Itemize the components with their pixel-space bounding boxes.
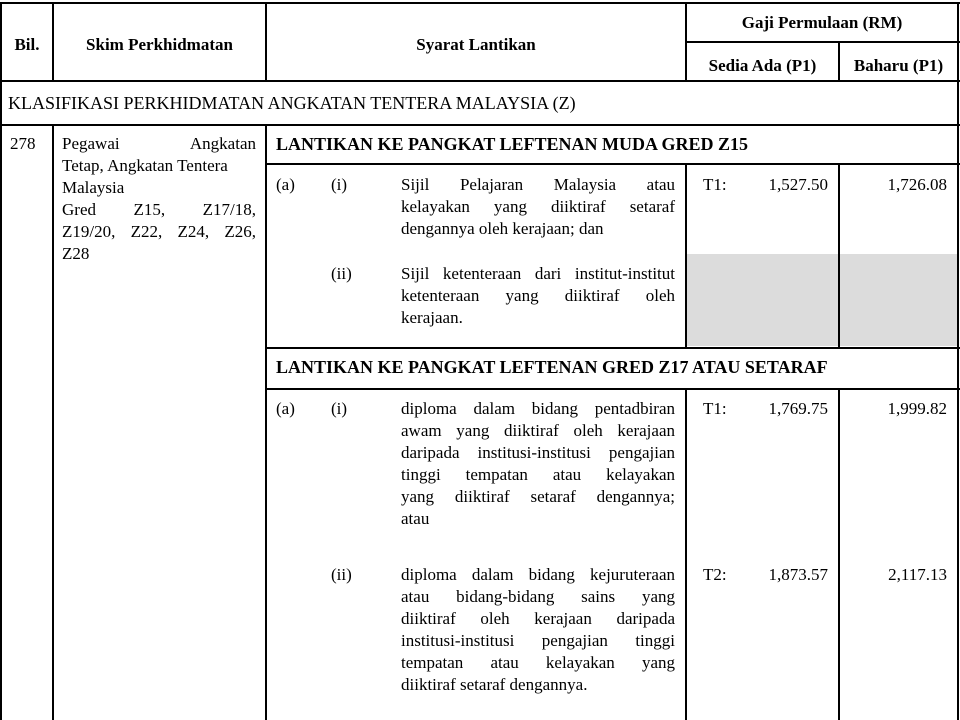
header-bil: Bil. [14, 35, 40, 54]
s2-sub-ii-text [401, 564, 675, 696]
s2-i-baharu: 1,999.82 [887, 399, 947, 418]
s2-i-line-3: daripada institusi-institusi pengajian [401, 443, 675, 462]
s2-i-line-1: diploma dalam bidang pentadbiran [401, 399, 675, 418]
s1-i-line-1: Sijil Pelajaran Malaysia atau [401, 175, 675, 194]
row-bil: 278 [10, 134, 36, 153]
s2-ii-line-6: diiktiraf setaraf dengannya. [401, 675, 588, 694]
section2-title: LANTIKAN KE PANGKAT LEFTENAN GRED Z17 ATAU SETARAF [276, 357, 828, 377]
s1-i-line-3: dengannya oleh kerajaan; dan [401, 219, 604, 238]
s2-sub-ii: (ii) [331, 565, 352, 584]
skim-line-5: Z19/20, Z22, Z24, Z26, [62, 222, 256, 241]
rule-class-bottom [0, 124, 960, 126]
s2-sub-i-text [401, 398, 675, 530]
rule-s1-title-bottom [266, 163, 960, 165]
rule-top [0, 2, 960, 4]
skim-line-3: Malaysia [62, 178, 125, 197]
skim-line-4: Gred Z15, Z17/18, [62, 200, 256, 219]
s2-i-sedia: 1,769.75 [768, 399, 828, 418]
rule-s2-title-bottom [266, 388, 960, 390]
s2-i-line-4: tinggi tempatan atau kelayakan [401, 465, 675, 484]
s2-ii-line-3: diiktiraf oleh kerajaan daripada [401, 609, 675, 628]
skim-line-6: Z28 [62, 244, 90, 263]
skim-line-1: Pegawai Angkatan [62, 134, 256, 153]
header-skim: Skim Perkhidmatan [86, 35, 233, 54]
s1-i-line-2: kelayakan yang diiktiraf setaraf [401, 197, 675, 216]
s2-ii-line-1: diploma dalam bidang kejuruteraan [401, 565, 675, 584]
rule-left [0, 2, 2, 720]
s1-ii-line-2: ketenteraan yang diiktiraf oleh [401, 286, 675, 305]
rule-bil-right-body [52, 124, 54, 720]
rule-header-bottom [0, 80, 960, 82]
s2-ii-tier: T2: [703, 565, 727, 584]
header-sedia-ada: Sedia Ada (P1) [708, 56, 817, 75]
s1-sub-i: (i) [331, 175, 348, 194]
s1-i-baharu: 1,726.08 [887, 175, 947, 194]
rule-right [957, 2, 959, 720]
s2-ii-line-4: institusi-institusi pengajian tinggi [401, 631, 675, 650]
s2-item-a: (a) [276, 399, 295, 418]
s2-i-line-5: yang diiktiraf setaraf dengannya; [401, 487, 675, 506]
s1-ii-line-1: Sijil ketenteraan dari institut-institut [401, 264, 675, 283]
s2-ii-line-2: atau bidang-bidang sains yang [401, 587, 675, 606]
s1-i-tier: T1: [703, 175, 727, 194]
s1-i-sedia: 1,527.50 [768, 175, 828, 194]
header-syarat: Syarat Lantikan [416, 35, 536, 54]
s1-item-a: (a) [276, 175, 295, 194]
rule-sedia-right-s1 [838, 163, 840, 348]
shaded-sedia-cell [687, 254, 839, 346]
header-gaji: Gaji Permulaan (RM) [741, 13, 903, 32]
s1-sub-ii: (ii) [331, 264, 352, 283]
rule-syarat-right-s2 [685, 388, 687, 720]
header-baharu: Baharu (P1) [853, 56, 944, 75]
s2-ii-line-5: tempatan atau kelayakan yang [401, 653, 675, 672]
classification-title: KLASIFIKASI PERKHIDMATAN ANGKATAN TENTERA MALAYSIA (Z) [8, 93, 576, 113]
s1-sub-ii-text [401, 263, 675, 329]
s2-i-tier: T1: [703, 399, 727, 418]
rule-syarat-right-s1 [685, 163, 687, 348]
s1-ii-line-3: kerajaan. [401, 308, 463, 327]
row-skim [62, 133, 256, 265]
rule-sedia-right-s2 [838, 388, 840, 720]
s2-ii-sedia: 1,873.57 [768, 565, 828, 584]
s2-i-line-2: awam yang diiktiraf oleh kerajaan [401, 421, 675, 440]
section1-title: LANTIKAN KE PANGKAT LEFTENAN MUDA GRED Z15 [276, 134, 749, 154]
rule-gaji-sub [686, 41, 960, 43]
s2-i-line-6: atau [401, 509, 430, 528]
s2-sub-i: (i) [331, 399, 348, 418]
s1-sub-i-text [401, 174, 675, 240]
skim-line-2: Tetap, Angkatan Tentera [62, 156, 228, 175]
shaded-baharu-cell [840, 254, 958, 346]
rule-s2-top [266, 347, 960, 349]
s2-ii-baharu: 2,117.13 [888, 565, 947, 584]
rule-skim-right-body [265, 124, 267, 720]
